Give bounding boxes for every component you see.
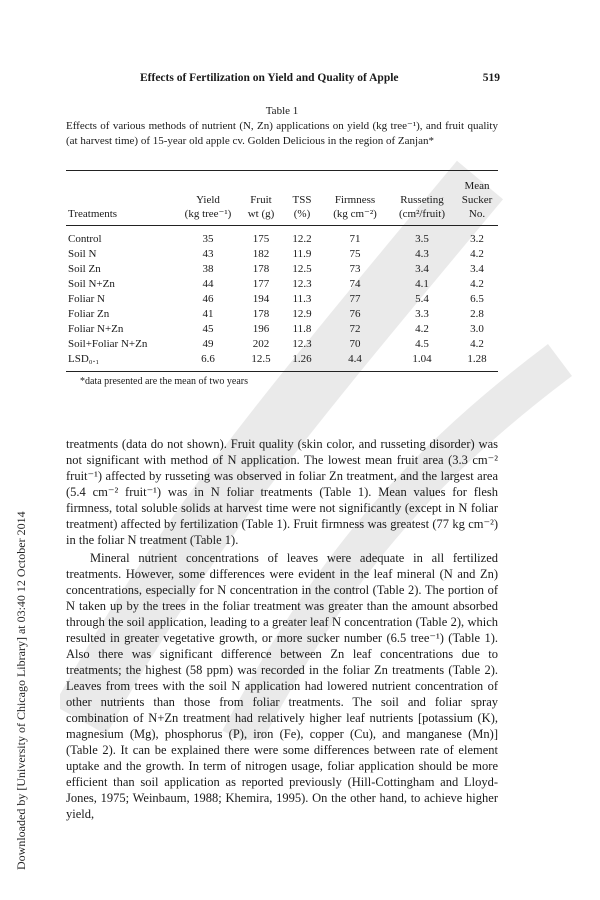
paragraph: Mineral nutrient concentrations of leaves were adequate in all fertilized treatments. However, some differences were evident in the leaf mineral (N and Zn) concentrations, especially for N concentration in the control (Table 2). The portion of N taken up by the trees in the foliar treatment was greater than the amount absorbed through the soil application, leading to a greater leaf N concentration (Table 2), which resulted in greater vegetative growth, or more sucker number (6.5 tree⁻¹) (Table 1). Also there was significant difference between Zn leaf concentrations due to treatments; the highest (58 ppm) was recorded in the foliar Zn treatments (Table 2). Leaves from trees with the soil N application had lowered nutrient concentration of other nutrients than those from foliar treatments. The soil and foliar spray combination of N+Zn treatment had relatively higher leaf nutrients [potassium (K), magnesium (Mg), phosphorus (P), iron (Fe), copper (Cu), and manganese (Mn)] (Table 2). It can be explained there were some differences between rate of element uptake and the growth. In term of nitrogen usage, foliar application should be more efficient than soil application as reported previously (Hill-Cottingham and Lloyd-Jones, 1975; Weinbaum, 1988; Khemira, 1995). On the other hand, to achieve higher yield, <box>66 551 498 821</box>
table-row <box>66 262 498 277</box>
body-text <box>66 436 498 822</box>
cell: 4.4 <box>322 352 388 372</box>
cell: 71 <box>349 233 361 245</box>
cell: 3.3 <box>415 308 429 320</box>
cell: 45 <box>202 323 214 335</box>
cell: 4.2 <box>470 338 484 350</box>
cell: 1.28 <box>456 352 498 372</box>
cell: 11.9 <box>292 248 312 260</box>
cell: 4.2 <box>470 278 484 290</box>
cell: 75 <box>349 248 361 260</box>
cell: LSD₀.₁ <box>66 352 176 372</box>
table-footnote: *data presented are the mean of two years <box>80 376 248 387</box>
table-caption <box>66 104 498 149</box>
cell: 2.8 <box>470 308 484 320</box>
table-row <box>66 337 498 352</box>
cell: 4.2 <box>470 248 484 260</box>
cell: 6.6 <box>176 352 240 372</box>
table-row <box>66 247 498 262</box>
cell: 196 <box>252 323 270 335</box>
cell: 35 <box>202 233 214 245</box>
cell: 77 <box>349 293 361 305</box>
table-row <box>66 277 498 292</box>
header-sucker: Mean Sucker No. <box>456 171 498 226</box>
cell: 74 <box>349 278 361 290</box>
cell: Foliar Zn <box>68 308 110 320</box>
cell: 175 <box>252 233 270 245</box>
cell: 182 <box>252 248 270 260</box>
cell: 3.5 <box>415 233 429 245</box>
cell: 11.3 <box>292 293 312 305</box>
cell: 4.1 <box>415 278 429 290</box>
cell: 3.0 <box>470 323 484 335</box>
cell: Soil N+Zn <box>68 278 115 290</box>
table-row <box>66 352 498 372</box>
cell: Soil Zn <box>68 263 101 275</box>
cell: 49 <box>202 338 214 350</box>
paragraph: treatments (data do not shown). Fruit quality (skin color, and russeting disorder) was not significant with method of N application. The lowest mean fruit area (3.3 cm⁻² fruit⁻¹) affected by russeting was observed in foliar Zn treatment, and the largest area (5.4 cm⁻² fruit⁻¹) was in N foliar treatments (Table 1). Mean values for flesh firmness, total soluble solids at harvest time were not significantly (except in N foliar treatment) affected by fertilization (Table 1). Fruit firmness was greatest (77 kg cm⁻²) in the foliar N treatment (Table 1). <box>66 437 498 547</box>
header-tss: TSS (%) <box>282 171 322 226</box>
table-row <box>66 322 498 337</box>
table-number: Table 1 <box>265 105 299 117</box>
header-treatments: Treatments <box>66 171 176 226</box>
cell: 3.4 <box>470 263 484 275</box>
cell: 4.5 <box>415 338 429 350</box>
cell: 194 <box>252 293 270 305</box>
cell: 3.2 <box>470 233 484 245</box>
cell: 12.3 <box>292 278 312 290</box>
cell: Soil+Foliar N+Zn <box>68 338 148 350</box>
cell: 178 <box>252 263 270 275</box>
table-body <box>66 226 498 372</box>
cell: Soil N <box>68 248 97 260</box>
cell: 12.5 <box>240 352 282 372</box>
header-russeting: Russeting (cm²/fruit) <box>388 171 456 226</box>
cell: 3.4 <box>415 263 429 275</box>
cell: 4.2 <box>415 323 429 335</box>
cell: 12.2 <box>292 233 312 245</box>
cell: 1.26 <box>282 352 322 372</box>
header-firmness: Firmness (kg cm⁻²) <box>322 171 388 226</box>
header-yield: Yield (kg tree⁻¹) <box>176 171 240 226</box>
cell: 12.3 <box>292 338 312 350</box>
cell: Foliar N <box>68 293 105 305</box>
cell: 1.04 <box>388 352 456 372</box>
cell: 11.8 <box>292 323 312 335</box>
table-row <box>66 292 498 307</box>
cell: Foliar N+Zn <box>68 323 124 335</box>
cell: 177 <box>252 278 270 290</box>
cell: 4.3 <box>415 248 429 260</box>
cell: 72 <box>349 323 361 335</box>
results-table <box>66 170 498 372</box>
table-row <box>66 226 498 248</box>
table-description: Effects of various methods of nutrient (N, Zn) applications on yield (kg tree⁻¹), and fruit quality (at harvest time) of 15-year old apple cv. Golden Delicious in the region of Zanjan* <box>66 120 498 147</box>
cell: 6.5 <box>470 293 484 305</box>
cell: 5.4 <box>415 293 429 305</box>
cell: 73 <box>349 263 361 275</box>
table-row <box>66 307 498 322</box>
page-number: 519 <box>482 72 500 84</box>
cell: 43 <box>202 248 214 260</box>
cell: 76 <box>349 308 361 320</box>
cell: 46 <box>202 293 214 305</box>
cell: 44 <box>202 278 214 290</box>
cell: Control <box>68 233 102 245</box>
header-fruit-weight: Fruit wt (g) <box>240 171 282 226</box>
download-notice: Downloaded by [University of Chicago Library] at 03:40 12 October 2014 <box>14 511 28 870</box>
cell: 12.5 <box>292 263 312 275</box>
cell: 178 <box>252 308 270 320</box>
cell: 12.9 <box>292 308 312 320</box>
running-head-title: Effects of Fertilization on Yield and Quality of Apple <box>140 72 399 84</box>
cell: 38 <box>202 263 214 275</box>
cell: 70 <box>349 338 361 350</box>
cell: 202 <box>252 338 270 350</box>
cell: 41 <box>202 308 214 320</box>
